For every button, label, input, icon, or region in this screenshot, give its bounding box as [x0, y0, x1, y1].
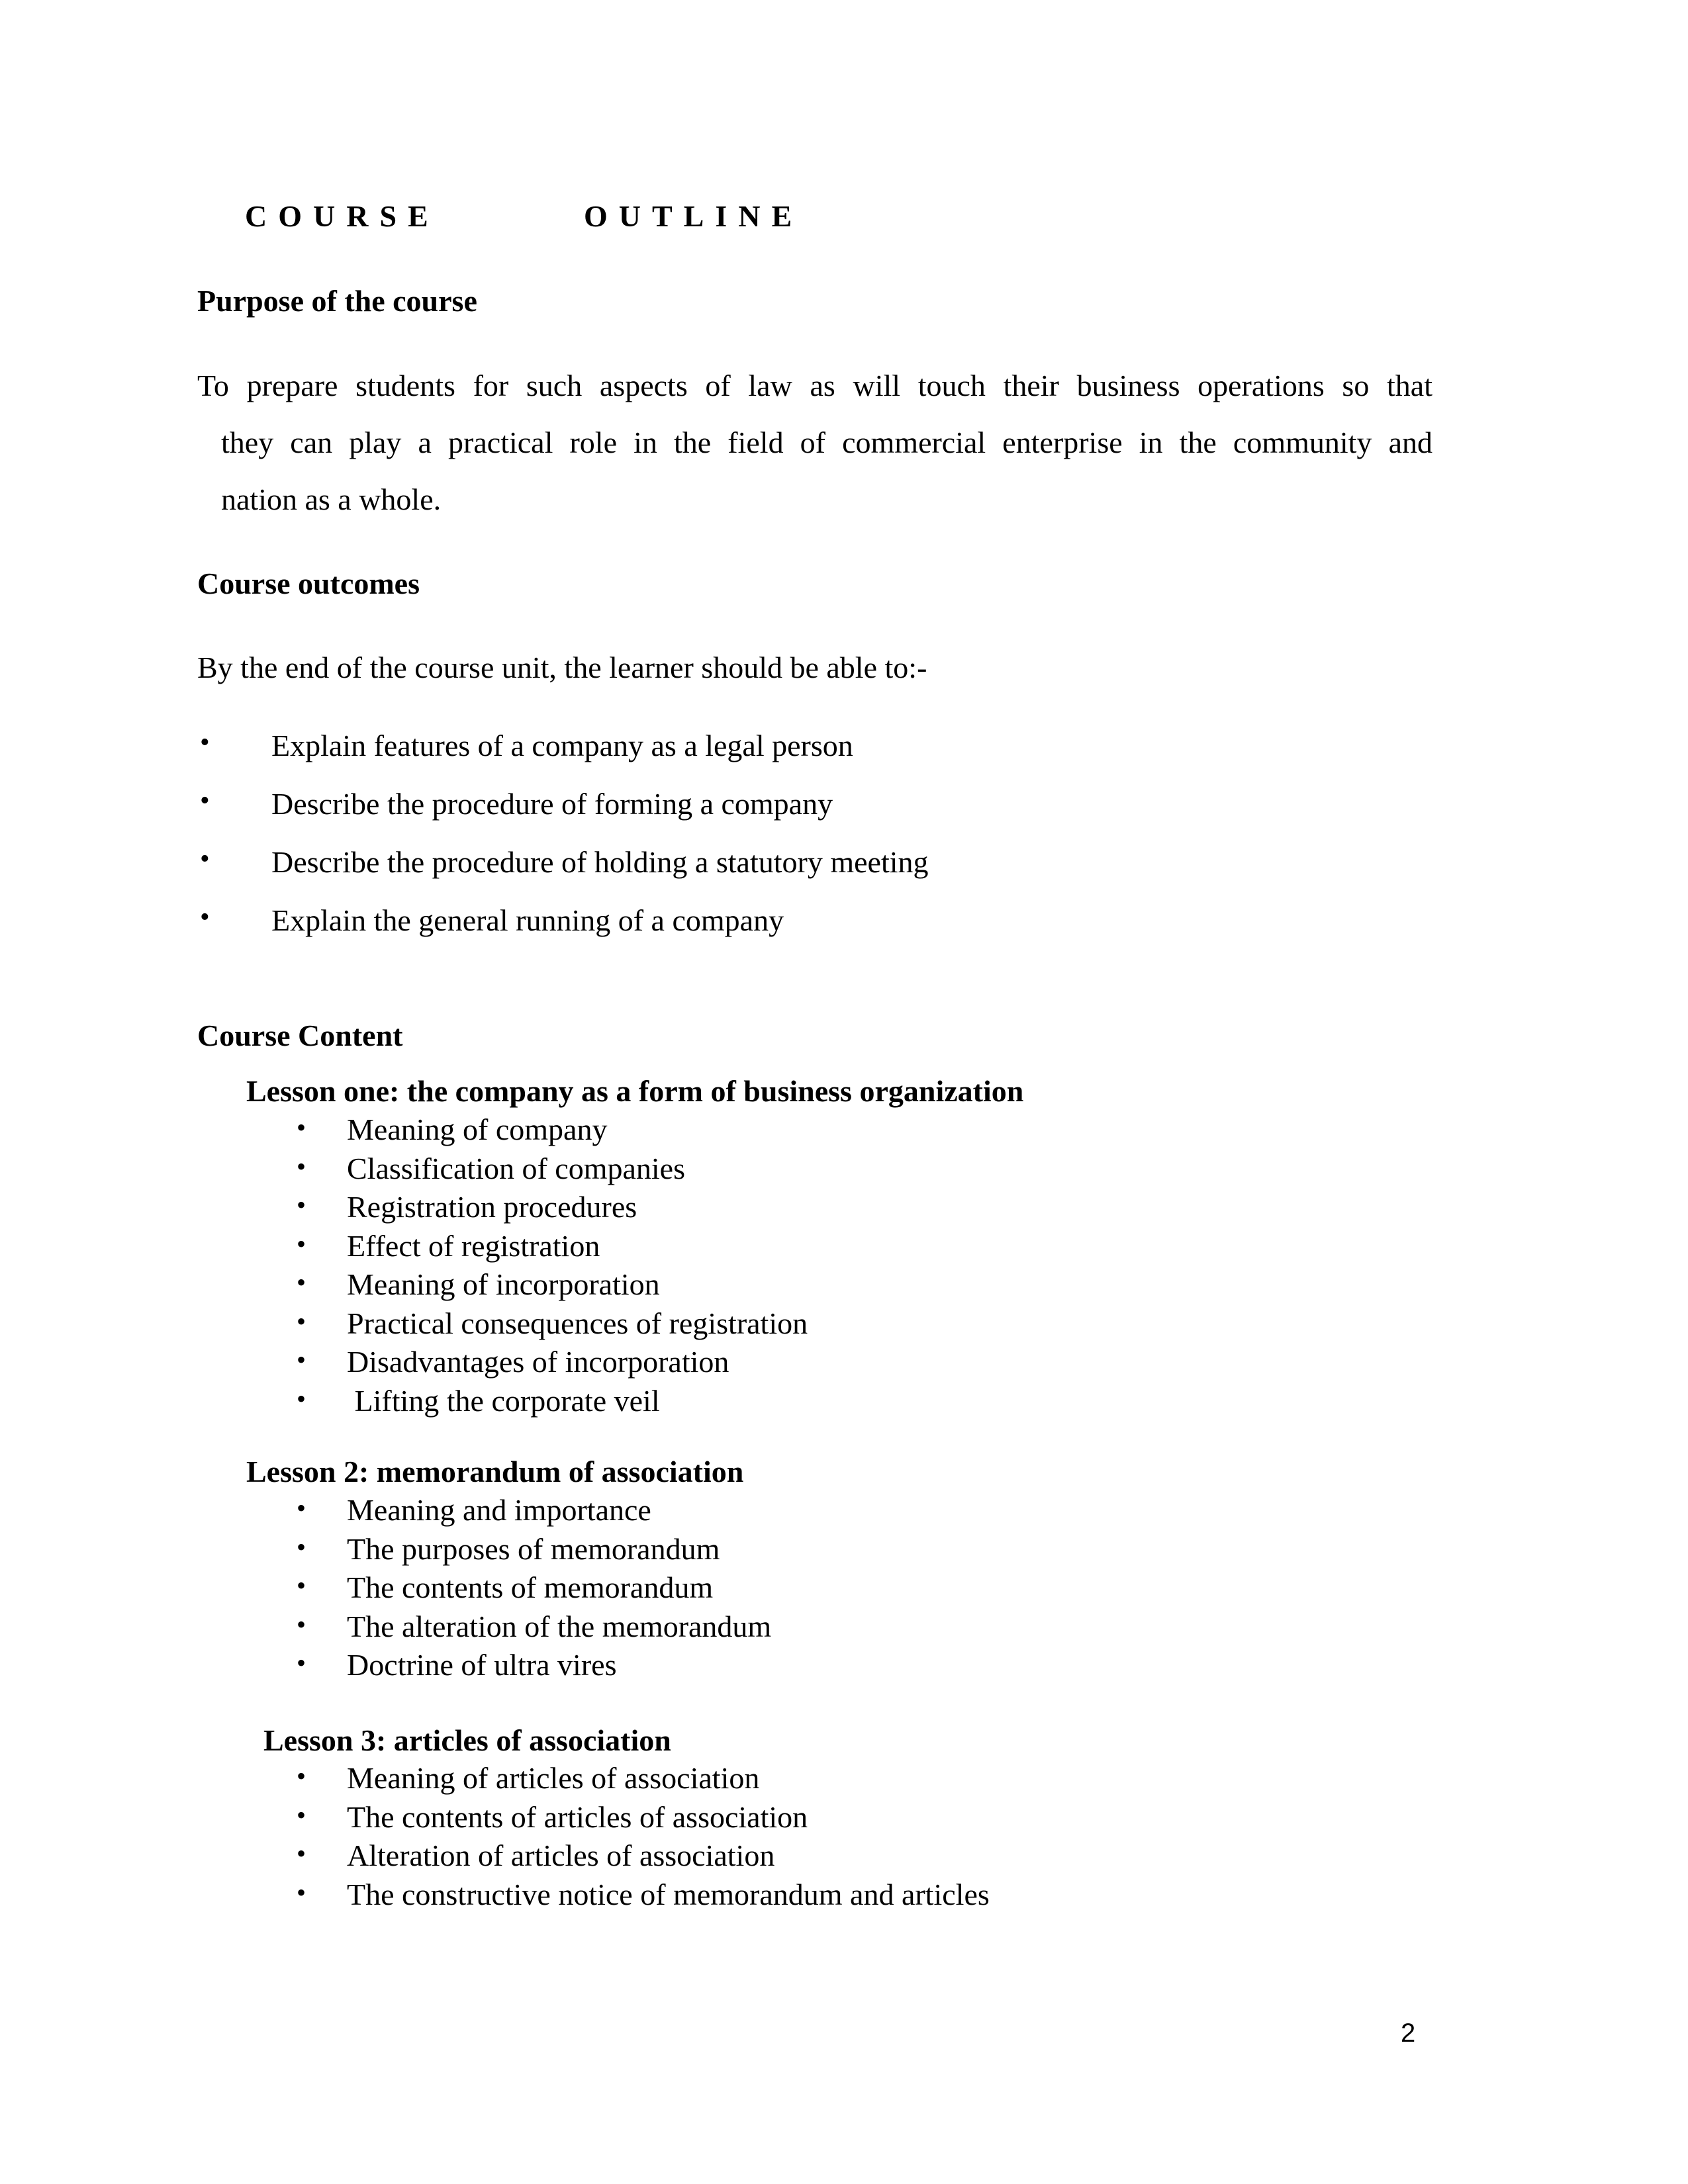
bullet-icon: • — [297, 1609, 306, 1639]
bullet-icon: • — [297, 1799, 306, 1830]
title-word-outline: OUTLINE — [584, 199, 804, 233]
outcomes-intro: By the end of the course unit, the learner should be able to:- — [197, 651, 927, 684]
bullet-icon: • — [297, 1493, 306, 1523]
bullet-icon: • — [297, 1761, 306, 1791]
bullet-icon: • — [200, 844, 210, 874]
bullet-icon: • — [297, 1839, 306, 1868]
purpose-heading: Purpose of the course — [197, 284, 477, 318]
bullet-icon: • — [297, 1877, 306, 1907]
bullet-icon: • — [297, 1383, 306, 1414]
bullet-icon: • — [297, 1190, 306, 1220]
bullet-icon: • — [297, 1267, 306, 1297]
title-word-course: COURSE — [245, 199, 440, 233]
purpose-line-3: nation as a whole. — [221, 482, 442, 516]
lesson-1-title: Lesson one: the company as a form of business organization — [246, 1074, 1024, 1108]
lesson-3-title: Lesson 3: articles of association — [263, 1723, 671, 1757]
bullet-icon: • — [297, 1306, 306, 1336]
bullet-icon: • — [297, 1531, 306, 1562]
bullet-icon: • — [297, 1648, 306, 1678]
bullet-icon: • — [200, 786, 210, 816]
lesson-2-title: Lesson 2: memorandum of association — [246, 1455, 744, 1488]
bullet-icon: • — [297, 1151, 306, 1181]
bullet-icon: • — [297, 1113, 306, 1142]
page-number: 2 — [1401, 2019, 1416, 2048]
bullet-icon: • — [297, 1228, 306, 1259]
course-content-heading: Course Content — [197, 1019, 403, 1052]
purpose-line-1: To prepare students for such aspects of law as will touch their business operations so that — [197, 369, 1432, 402]
outcomes-heading: Course outcomes — [197, 567, 420, 600]
bullet-icon: • — [297, 1570, 306, 1600]
document-page: COURSE OUTLINE Purpose of the course To prepare students for such aspects of law as will touch their business operations so that they can play a practical role in the field of commercial enterprise in the community and nation as a whole. Course outcomes By the end of the course unit, the learner should be able to:- • Explain features of a company as a legal person • Describe the procedure of forming a company • Describe the procedure of holding a statutory meeting • Explain the general running of a company Course Content Lesson one: the company as a form of business organization • Meaning of company • Classification of companies • Registration procedures • Effect of registration • Meaning of incorporation • Practical consequences of registration • Disadvantages of incorporation • Lifting the corporate veil Lesson 2: memorandum of association • Meaning and importance • The purposes of memorandum • The contents of memorandum • The alteration of the memorandum • Doctrine of ultra vires Lesson 3: articles of association • Meaning of articles of association • The contents of articles of association • Alteration of articles of association • The constructive notice of memorandum and articles 2 — [197, 199, 1432, 2048]
bullet-icon: • — [200, 727, 210, 758]
bullet-icon: • — [200, 902, 210, 933]
bullet-icon: • — [297, 1345, 306, 1375]
purpose-line-2: they can play a practical role in the field of commercial enterprise in the community and — [221, 426, 1432, 459]
